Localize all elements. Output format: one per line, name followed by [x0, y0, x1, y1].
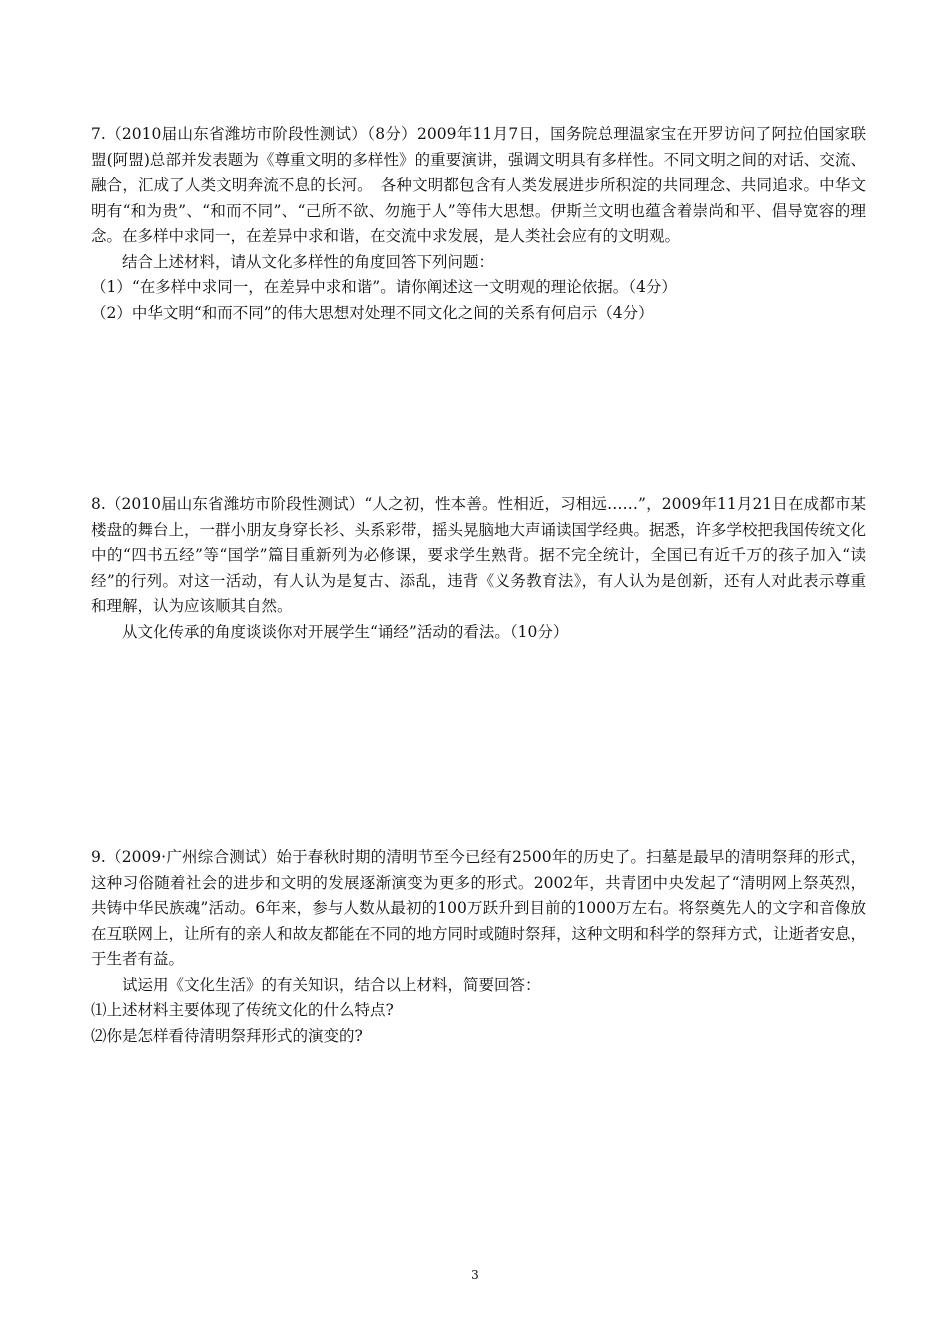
question-9 [91, 845, 866, 1049]
question-7-prompt: 结合上述材料，请从文化多样性的角度回答下列问题： [122, 252, 495, 271]
page-number: 3 [471, 1268, 479, 1282]
question-8-material: 8.（2010届山东省潍坊市阶段性测试）“人之初，性本善。性相近，习相远……”，2009年11月21日在成都市某楼盘的舞台上，一群小朋友身穿长衫、头系彩带，摇头晃脑地大声诵读国学经典。据悉，许多学校把我国传统文化中的“四书五经”等“国学”篇目重新列为必修课，要求学生熟背。据不完全统计，全国已有近千万的孩子加入“读经”的行列。对这一活动，有人认为是复古、添乱，违背《义务教育法》，有人认为是创新，还有人对此表示尊重和理解，认为应该顺其自然。 [91, 495, 867, 615]
question-7-sub-1: （1）“在多样中求同一，在差异中求和谐”。请你阐述这一文明观的理论依据。（4分） [91, 278, 677, 296]
question-7-sub-2: （2）中华文明“和而不同”的伟大思想对处理不同文化之间的关系有何启示（4分） [91, 303, 654, 322]
question-9-sub-1: ⑴上述材料主要体现了传统文化的什么特点? [91, 1001, 394, 1019]
question-9-sub-2: ⑵你是怎样看待清明祭拜形式的演变的? [91, 1026, 363, 1045]
question-7 [91, 122, 866, 326]
question-7-material: 7.（2010届山东省潍坊市阶段性测试）（8分）2009年11月7日，国务院总理温家宝在开罗访问了阿拉伯国家联盟(阿盟)总部并发表题为《尊重文明的多样性》的重要演讲，强调文明具有多样性。不同文明之间的对话、交流、融合，汇成了人类文明奔流不息的长河。 各种文明都包含有人类发展进步所积淀的共同理念、共同追求。中华文明有“和为贵”、“和而不同”、“己所不欲、勿施于人”等伟大思想。伊斯兰文明也蕴含着崇尚和平、倡导宽容的理念。在多样中求同一，在差异中求和谐，在交流中求发展，是人类社会应有的文明观。 [91, 125, 866, 245]
question-9-prompt: 试运用《文化生活》的有关知识，结合以上材料，简要回答： [122, 975, 541, 994]
question-8-prompt: 从文化传承的角度谈谈你对开展学生“诵经”活动的看法。（10分） [122, 622, 569, 641]
question-8 [91, 492, 866, 645]
question-9-material: 9.（2009·广州综合测试）始于春秋时期的清明节至今已经有2500年的历史了。扫墓是最早的清明祭拜的形式，这种习俗随着社会的进步和文明的发展逐渐演变为更多的形式。2002年，共青团中央发起了“清明网上祭英烈，共铸中华民族魂”活动。6年来，参与人数从最初的100万跃升到目前的1000万左右。将祭奠先人的文字和音像放在互联网上，让所有的亲人和故友都能在不同的地方同时或随时祭拜，这种文明和科学的祭拜方式，让逝者安息，于生者有益。 [91, 848, 867, 968]
